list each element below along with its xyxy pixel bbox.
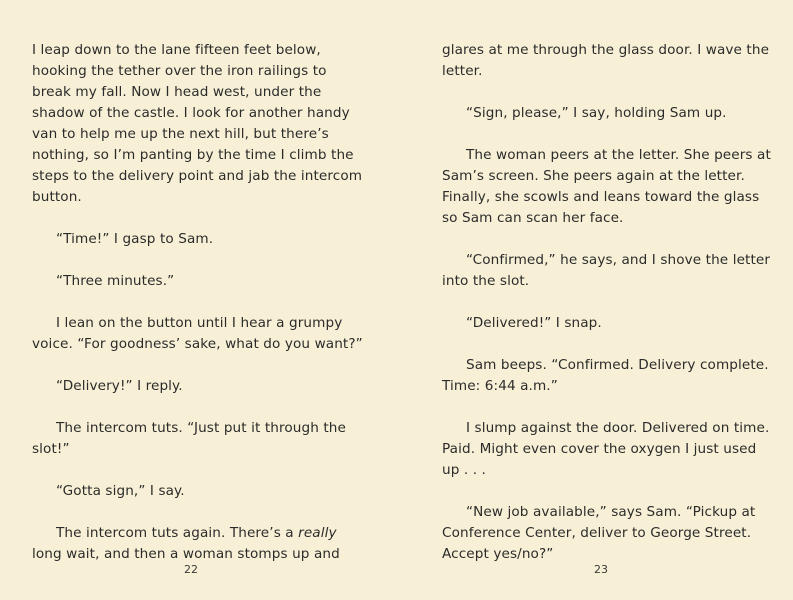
paragraph: Sam beeps. “Confirmed. Delivery complete. Time: 6:44 a.m.” xyxy=(442,357,769,394)
page-number: 23 xyxy=(594,563,608,576)
emphasis-text: really xyxy=(298,525,337,541)
paragraph: “Delivered!” I snap. xyxy=(466,315,602,331)
paragraph: “Delivery!” I reply. xyxy=(56,378,183,394)
paragraph-text: The intercom tuts again. There’s a xyxy=(56,525,299,541)
paragraph: I slump against the door. Delivered on time. Paid. Might even cover the oxygen I just used up . . . xyxy=(442,420,770,478)
page-number: 22 xyxy=(184,563,198,576)
paragraph: “Three minutes.” xyxy=(56,273,175,289)
paragraph: “Sign, please,” I say, holding Sam up. xyxy=(466,105,727,121)
paragraph xyxy=(32,523,366,565)
paragraph: “Time!” I gasp to Sam. xyxy=(56,231,214,247)
paragraph: I lean on the button until I hear a grumpy voice. “For goodness’ sake, what do you want?” xyxy=(32,315,363,352)
right-page xyxy=(396,0,793,600)
right-page-text xyxy=(442,40,774,565)
paragraph: I leap down to the lane fifteen feet below, hooking the tether over the iron railings to break my fall. Now I head west, under the shadow of the castle. I look for another handy van to help me up the next hill, but there’s nothing, so I’m panting by the time I climb the steps to the delivery point and jab the intercom button. xyxy=(32,42,363,205)
left-page xyxy=(0,0,396,600)
paragraph: The intercom tuts. “Just put it through the slot!” xyxy=(32,420,346,457)
left-page-text xyxy=(32,40,366,565)
paragraph: glares at me through the glass door. I wave the letter. xyxy=(442,42,770,79)
paragraph: “Gotta sign,” I say. xyxy=(56,483,185,499)
paragraph: The woman peers at the letter. She peers at Sam’s screen. She peers again at the letter. Finally, she scowls and leans toward the glass so Sam can scan her face. xyxy=(442,147,771,226)
paragraph: “Confirmed,” he says, and I shove the letter into the slot. xyxy=(442,252,771,289)
paragraph: “New job available,” says Sam. “Pickup at Conference Center, deliver to George Street. Accept yes/no?” xyxy=(442,504,756,562)
paragraph-text: long wait, and then a woman stomps up and xyxy=(32,546,340,562)
